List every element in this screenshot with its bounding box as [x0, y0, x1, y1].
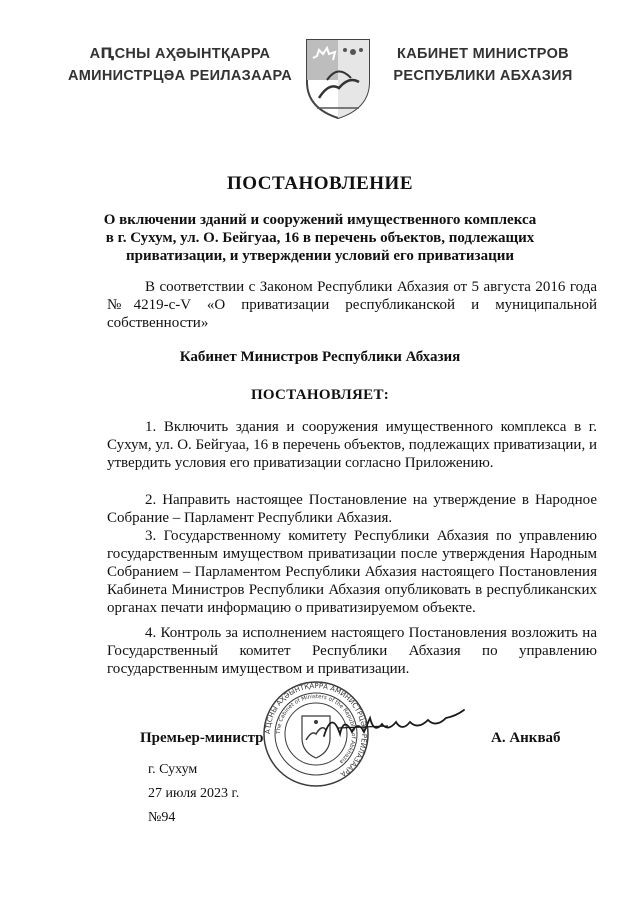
handwritten-signature-icon: [318, 706, 468, 746]
header-left-line1: АԤСНЫ АҲӘЫНТҚАРРА: [89, 46, 271, 62]
signatory-name: А. Анкваб: [491, 730, 561, 746]
issuing-body: Кабинет Министров Республики Абхазия: [179, 349, 461, 365]
header-left-line2: АМИНИСТРЦӘА РЕИЛАЗААРА: [67, 68, 293, 84]
header-right-line2: РЕСПУБЛИКИ АБХАЗИЯ: [393, 68, 573, 84]
svg-text:The Cabinet of Ministers of th: The Cabinet of Ministers of the Republic of Abkhazia: [275, 693, 357, 765]
coat-of-arms-icon: [305, 38, 371, 120]
issue-city: г. Сухум: [148, 762, 198, 777]
resolution-item-2: 2. Направить настоящее Постановление на утверждение в Народное Собрание – Парламент Республики Абхазия.: [107, 492, 597, 526]
svg-text:АҴСНЫ АҲӘЫНТҚАРРА АМИНИСТРЦӘА: АҴСНЫ АҲӘЫНТҚАРРА АМИНИСТРЦӘА РЕИЛАЗААРА: [263, 681, 369, 779]
document-subtitle: О включении зданий и сооружений имущественного комплекса в г. Сухум, ул. О. Бейгуаа, 16 в перечень объектов, подлежащих приватизации, и утверждении условий его приватизации: [103, 212, 537, 264]
resolves-heading: ПОСТАНОВЛЯЕТ:: [250, 387, 390, 403]
header-right-russian: [383, 43, 583, 87]
resolution-item-4: 4. Контроль за исполнением настоящего Постановления возложить на Государственный комитет Республики Абхазия по управлению государственным имуществом и приватизации.: [107, 625, 597, 677]
header-right-line1: КАБИНЕТ МИНИСТРОВ: [397, 46, 569, 62]
document-number: №94: [148, 810, 176, 825]
signatory-position: Премьер-министр: [140, 730, 264, 746]
header-left-abkhaz: [60, 43, 300, 87]
resolution-item-1: 1. Включить здания и сооружения имущественного комплекса в г. Сухум, ул. О. Бейгуаа, 16 в перечень объектов, подлежащих приватизации, и утвердить условия его приватизации согласно Приложению.: [107, 419, 597, 471]
document-title: ПОСТАНОВЛЕНИЕ: [226, 173, 414, 194]
issue-date: 27 июля 2023 г.: [148, 786, 240, 801]
resolution-item-3: 3. Государственному комитету Республики Абхазия по управлению государственным имуществом приватизации после утверждения Народным Собранием – Парламентом Республики Абхазия настоящего Постановления Кабинета Министров Республики Абхазия опубликовать в республиканских органах печати информацию о приватизируемом объекте.: [107, 528, 597, 616]
preamble-paragraph: В соответствии с Законом Республики Абхазия от 5 августа 2016 года №4219-с-V «О приватизации республиканской и муниципальной собственности»: [107, 279, 597, 331]
